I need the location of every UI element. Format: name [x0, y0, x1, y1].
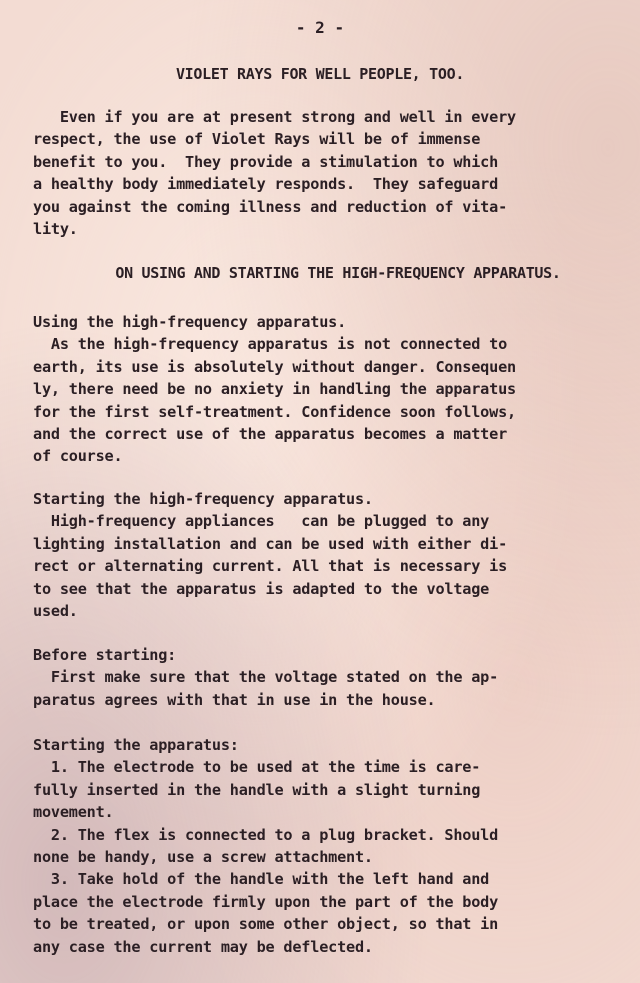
text-line: to see that the apparatus is adapted to the voltage: [33, 579, 490, 598]
text-line: Even if you are at present strong and well in every: [33, 108, 516, 126]
section-starting-apparatus: [33, 734, 498, 958]
text-line: 2. The flex is connected to a plug bracket. Should: [33, 825, 499, 844]
text-line: earth, its use is absolutely without danger. Consequen: [33, 357, 516, 376]
heading-using-starting: ON USING AND STARTING THE HIGH-FREQUENCY APPARATUS.: [115, 264, 561, 282]
text-line: used.: [33, 601, 78, 620]
section-title: Before starting:: [33, 646, 177, 664]
text-line: you against the coming illness and reduction of vita-: [33, 197, 508, 216]
text-line: rect or alternating current. All that is necessary is: [33, 557, 508, 576]
text-line: First make sure that the voltage stated on the ap-: [33, 668, 499, 687]
heading-violet-rays: VIOLET RAYS FOR WELL PEOPLE, TOO.: [175, 65, 465, 83]
text-line: of course.: [33, 447, 123, 466]
section-before-starting: [33, 644, 498, 711]
text-line: place the electrode firmly upon the part of the body: [33, 892, 499, 911]
text-line: 3. Take hold of the handle with the left hand and: [33, 870, 490, 889]
text-line: ly, there need be no anxiety in handling the apparatus: [33, 380, 516, 399]
text-line: for the first self-treatment. Confidence soon follows,: [33, 402, 516, 421]
text-line: As the high-frequency apparatus is not connected to: [33, 335, 508, 354]
text-line: a healthy body immediately responds. They safeguard: [33, 175, 499, 194]
section-title: Starting the high-frequency apparatus.: [33, 490, 373, 508]
section-using: [33, 311, 516, 468]
text-line: High-frequency appliances can be plugged to any: [33, 512, 490, 531]
text-line: any case the current may be deflected.: [33, 937, 373, 956]
text-line: none be handy, use a screw attachment.: [33, 847, 373, 866]
text-line: lity.: [33, 219, 78, 238]
text-line: to be treated, or upon some other object, so that in: [33, 915, 499, 934]
text-line: 1. The electrode to be used at the time is care-: [33, 758, 481, 777]
text-line: movement.: [33, 803, 114, 822]
text-line: benefit to you. They provide a stimulation to which: [33, 152, 499, 171]
section-title: Using the high-frequency apparatus.: [33, 313, 347, 331]
text-line: fully inserted in the handle with a slight turning: [33, 780, 481, 799]
section-title: Starting the apparatus:: [33, 736, 239, 754]
page-number: - 2 -: [295, 18, 345, 37]
text-line: and the correct use of the apparatus becomes a matter: [33, 424, 508, 443]
text-line: respect, the use of Violet Rays will be of immense: [33, 130, 481, 149]
text-line: lighting installation and can be used with either di-: [33, 534, 508, 553]
paragraph-violet-rays: [33, 106, 516, 240]
section-starting-hf: [33, 488, 507, 622]
text-line: paratus agrees with that in use in the house.: [33, 690, 436, 709]
